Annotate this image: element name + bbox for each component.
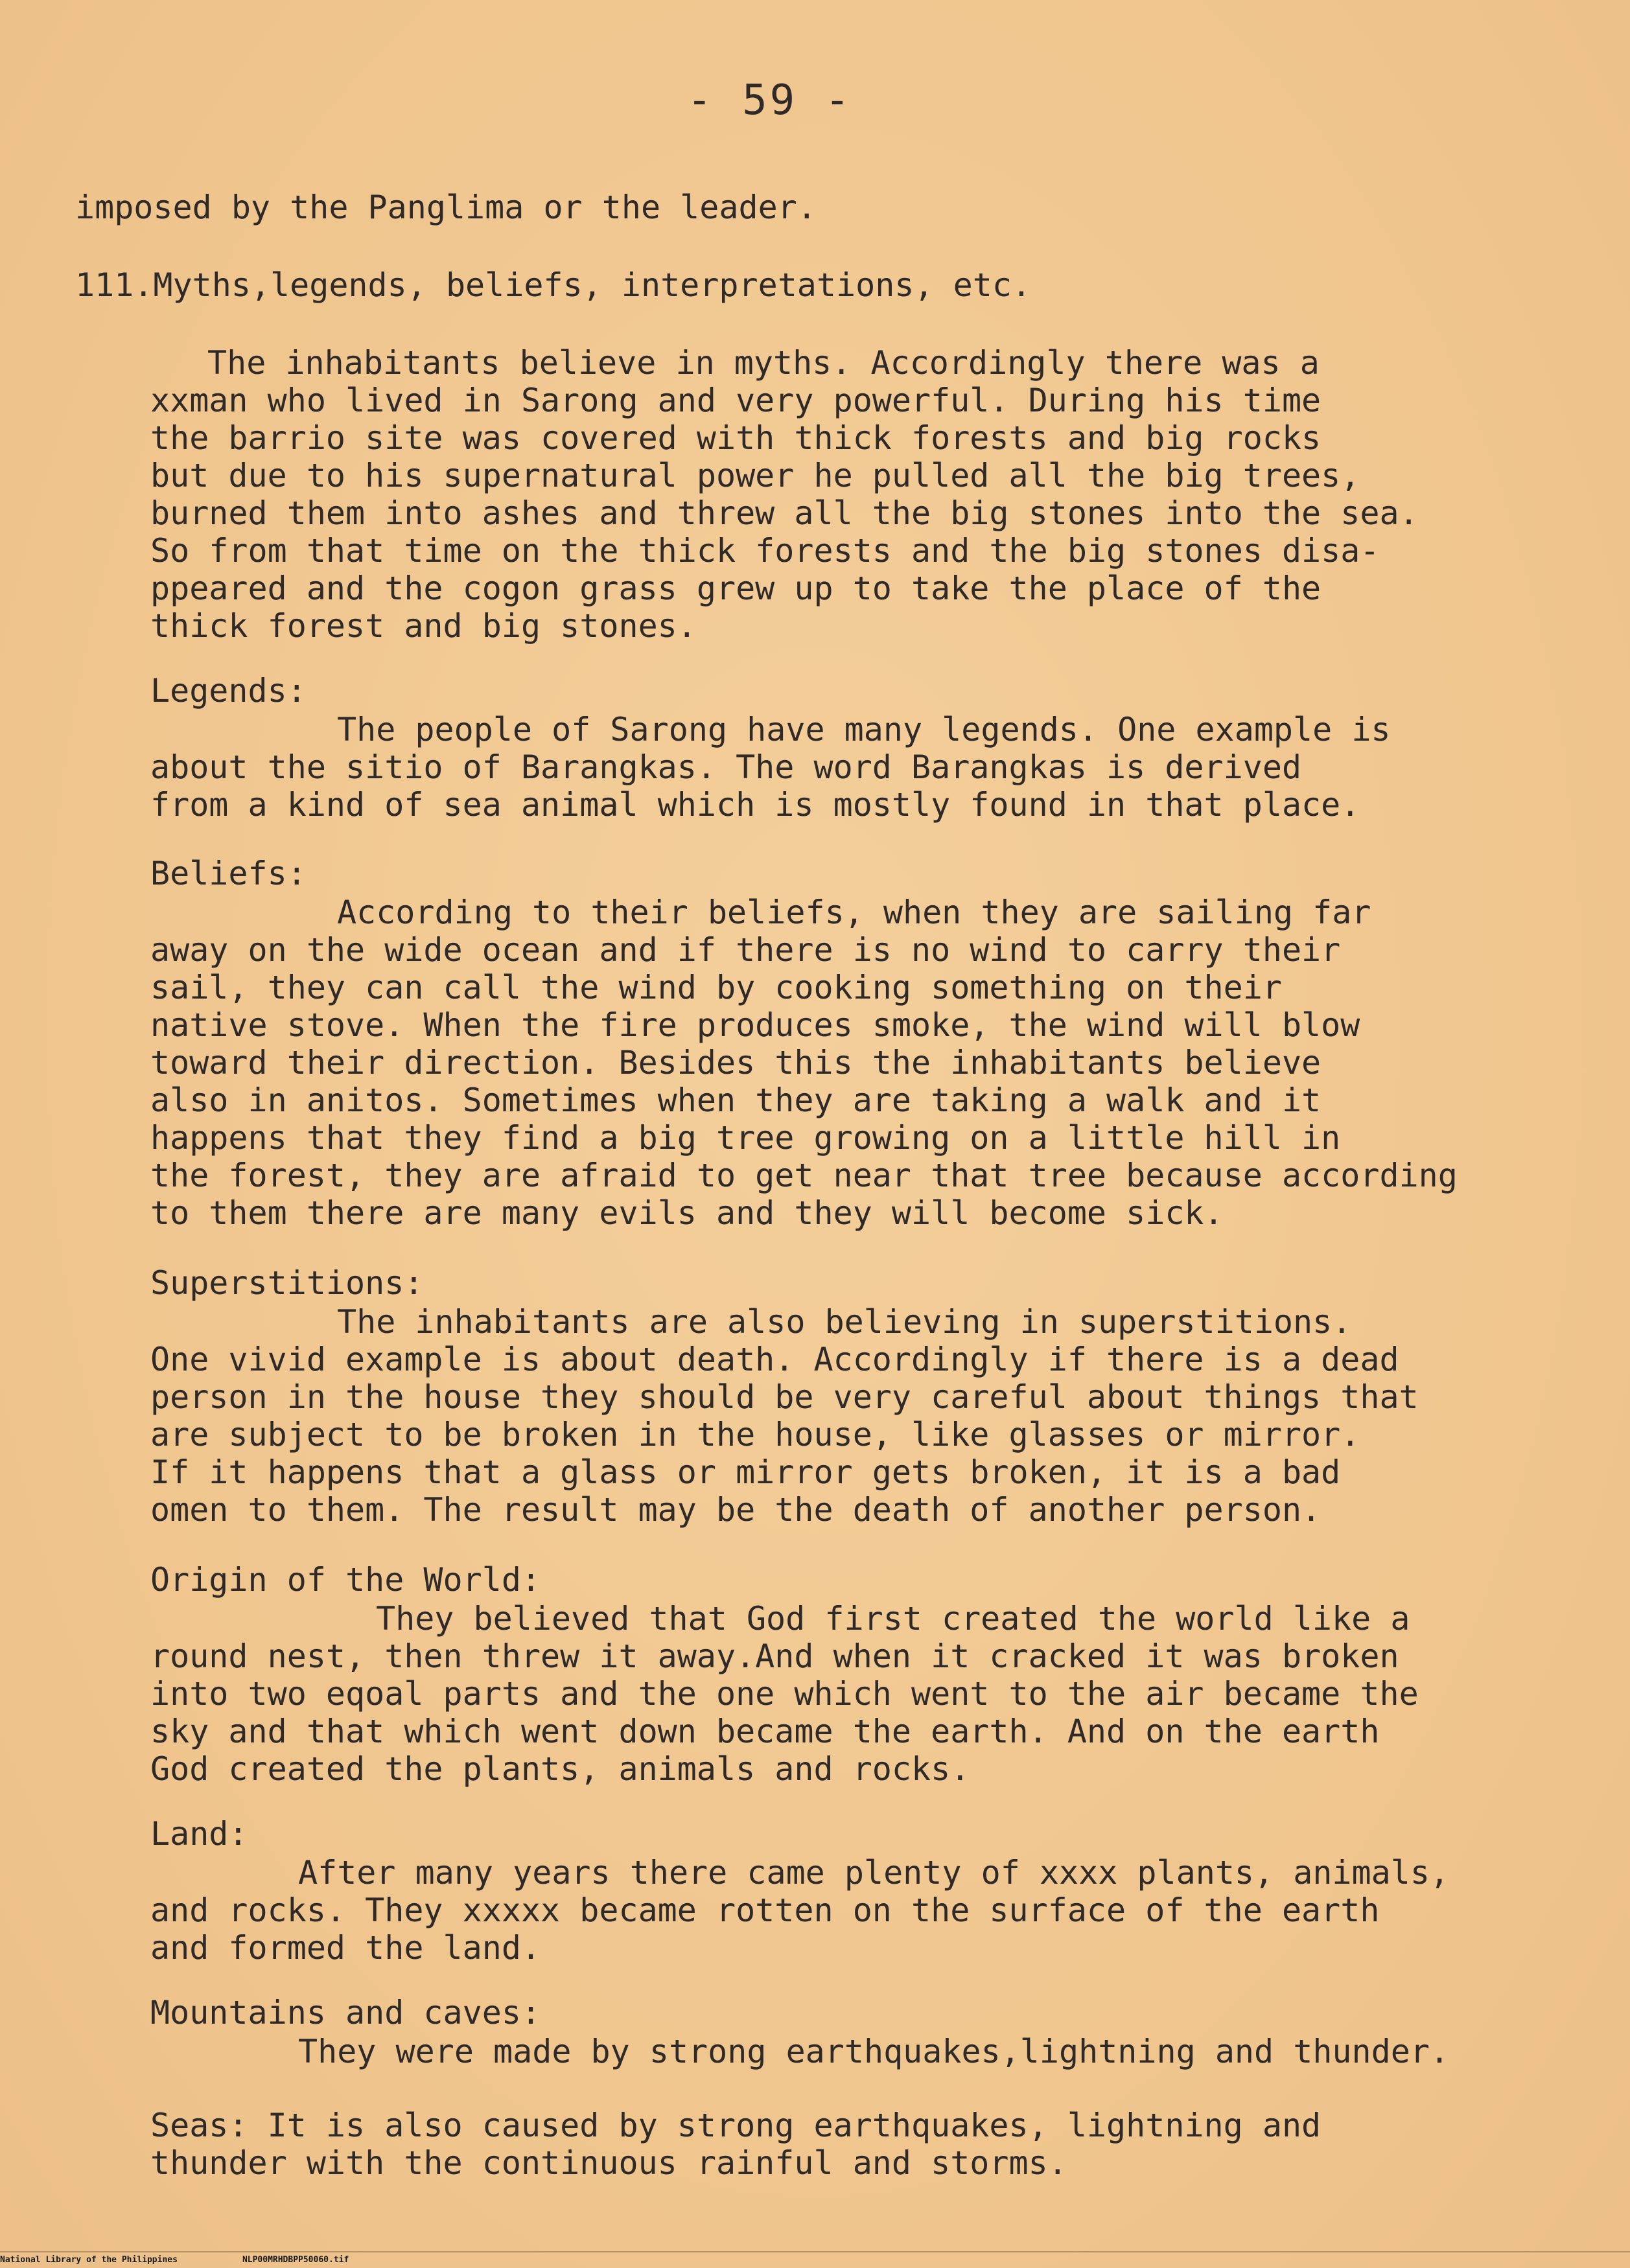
text-line-seas: Seas: It is also caused by strong earthquakes, lightning and bbox=[150, 2107, 1321, 2144]
text-line: According to their beliefs, when they are sailing far bbox=[337, 894, 1371, 931]
text-line: sail, they can call the wind by cooking something on their bbox=[150, 969, 1282, 1006]
heading-superstitions: Superstitions: bbox=[150, 1264, 424, 1302]
text-line: sky and that which went down became the earth. And on the earth bbox=[150, 1713, 1380, 1750]
text-line: are subject to be broken in the house, like glasses or mirror. bbox=[150, 1416, 1360, 1453]
text-line: The inhabitants are also believing in superstitions. bbox=[337, 1303, 1352, 1341]
text-line: into two eqoal parts and the one which went to the air became the bbox=[150, 1675, 1419, 1713]
heading-origin-of-the-world: Origin of the World: bbox=[150, 1561, 541, 1599]
text-line: After many years there came plenty of xxxx plants, animals, bbox=[298, 1854, 1450, 1892]
text-line: the forest, they are afraid to get near that tree because according bbox=[150, 1157, 1458, 1194]
heading-legends: Legends: bbox=[150, 672, 307, 710]
text-line: happens that they find a big tree growing on a little hill in bbox=[150, 1119, 1341, 1157]
text-line: omen to them. The result may be the death of another person. bbox=[150, 1491, 1321, 1529]
text-line: and rocks. They xxxxx became rotten on the surface of the earth bbox=[150, 1892, 1380, 1929]
text-line: If it happens that a glass or mirror gets broken, it is a bad bbox=[150, 1453, 1341, 1491]
heading-mountains-and-caves: Mountains and caves: bbox=[150, 1994, 541, 2031]
text-line: burned them into ashes and threw all the big stones into the sea. bbox=[150, 494, 1419, 532]
page-number: - 59 - bbox=[687, 76, 853, 124]
text-line: from a kind of sea animal which is mostly found in that place. bbox=[150, 786, 1360, 824]
text-line: but due to his supernatural power he pulled all the big trees, bbox=[150, 457, 1360, 494]
text-line: to them there are many evils and they will become sick. bbox=[150, 1194, 1224, 1232]
text-line: ppeared and the cogon grass grew up to take the place of the bbox=[150, 570, 1321, 607]
section-heading: 111.Myths,legends, beliefs, interpretations, etc. bbox=[75, 266, 1032, 304]
footer-filename: NLP00MRHDBPP50060.tif bbox=[242, 2255, 349, 2265]
text-line: imposed by the Panglima or the leader. bbox=[75, 189, 817, 226]
text-line: thunder with the continuous rainful and storms. bbox=[150, 2144, 1067, 2182]
text-line: away on the wide ocean and if there is no wind to carry their bbox=[150, 931, 1341, 969]
text-line: also in anitos. Sometimes when they are taking a walk and it bbox=[150, 1082, 1321, 1119]
scan-footer bbox=[0, 2255, 413, 2265]
text-line: God created the plants, animals and rocks. bbox=[150, 1750, 970, 1788]
text-line: the barrio site was covered with thick forests and big rocks bbox=[150, 419, 1321, 457]
scan-edge bbox=[0, 2251, 1630, 2252]
text-line: One vivid example is about death. Accordingly if there is a dead bbox=[150, 1341, 1399, 1378]
text-line: thick forest and big stones. bbox=[150, 607, 697, 645]
text-line: round nest, then threw it away.And when it cracked it was broken bbox=[150, 1637, 1399, 1675]
text-line: and formed the land. bbox=[150, 1929, 541, 1967]
text-line: person in the house they should be very careful about things that bbox=[150, 1378, 1419, 1416]
text-line: The people of Sarong have many legends. One example is bbox=[337, 711, 1391, 748]
heading-land: Land: bbox=[150, 1815, 248, 1853]
text-line: They believed that God first created the world like a bbox=[376, 1600, 1410, 1637]
text-line: about the sitio of Barangkas. The word Barangkas is derived bbox=[150, 748, 1302, 786]
text-line: The inhabitants believe in myths. Accordingly there was a bbox=[207, 344, 1320, 382]
text-line: xxman who lived in Sarong and very powerful. During his time bbox=[150, 382, 1321, 419]
text-line: native stove. When the fire produces smoke, the wind will blow bbox=[150, 1006, 1360, 1044]
text-line: So from that time on the thick forests and the big stones disa- bbox=[150, 532, 1380, 570]
text-line: They were made by strong earthquakes,lightning and thunder. bbox=[298, 2033, 1450, 2070]
text-line: toward their direction. Besides this the inhabitants believe bbox=[150, 1044, 1321, 1082]
footer-library: National Library of the Philippines bbox=[0, 2255, 178, 2265]
heading-beliefs: Beliefs: bbox=[150, 855, 307, 892]
